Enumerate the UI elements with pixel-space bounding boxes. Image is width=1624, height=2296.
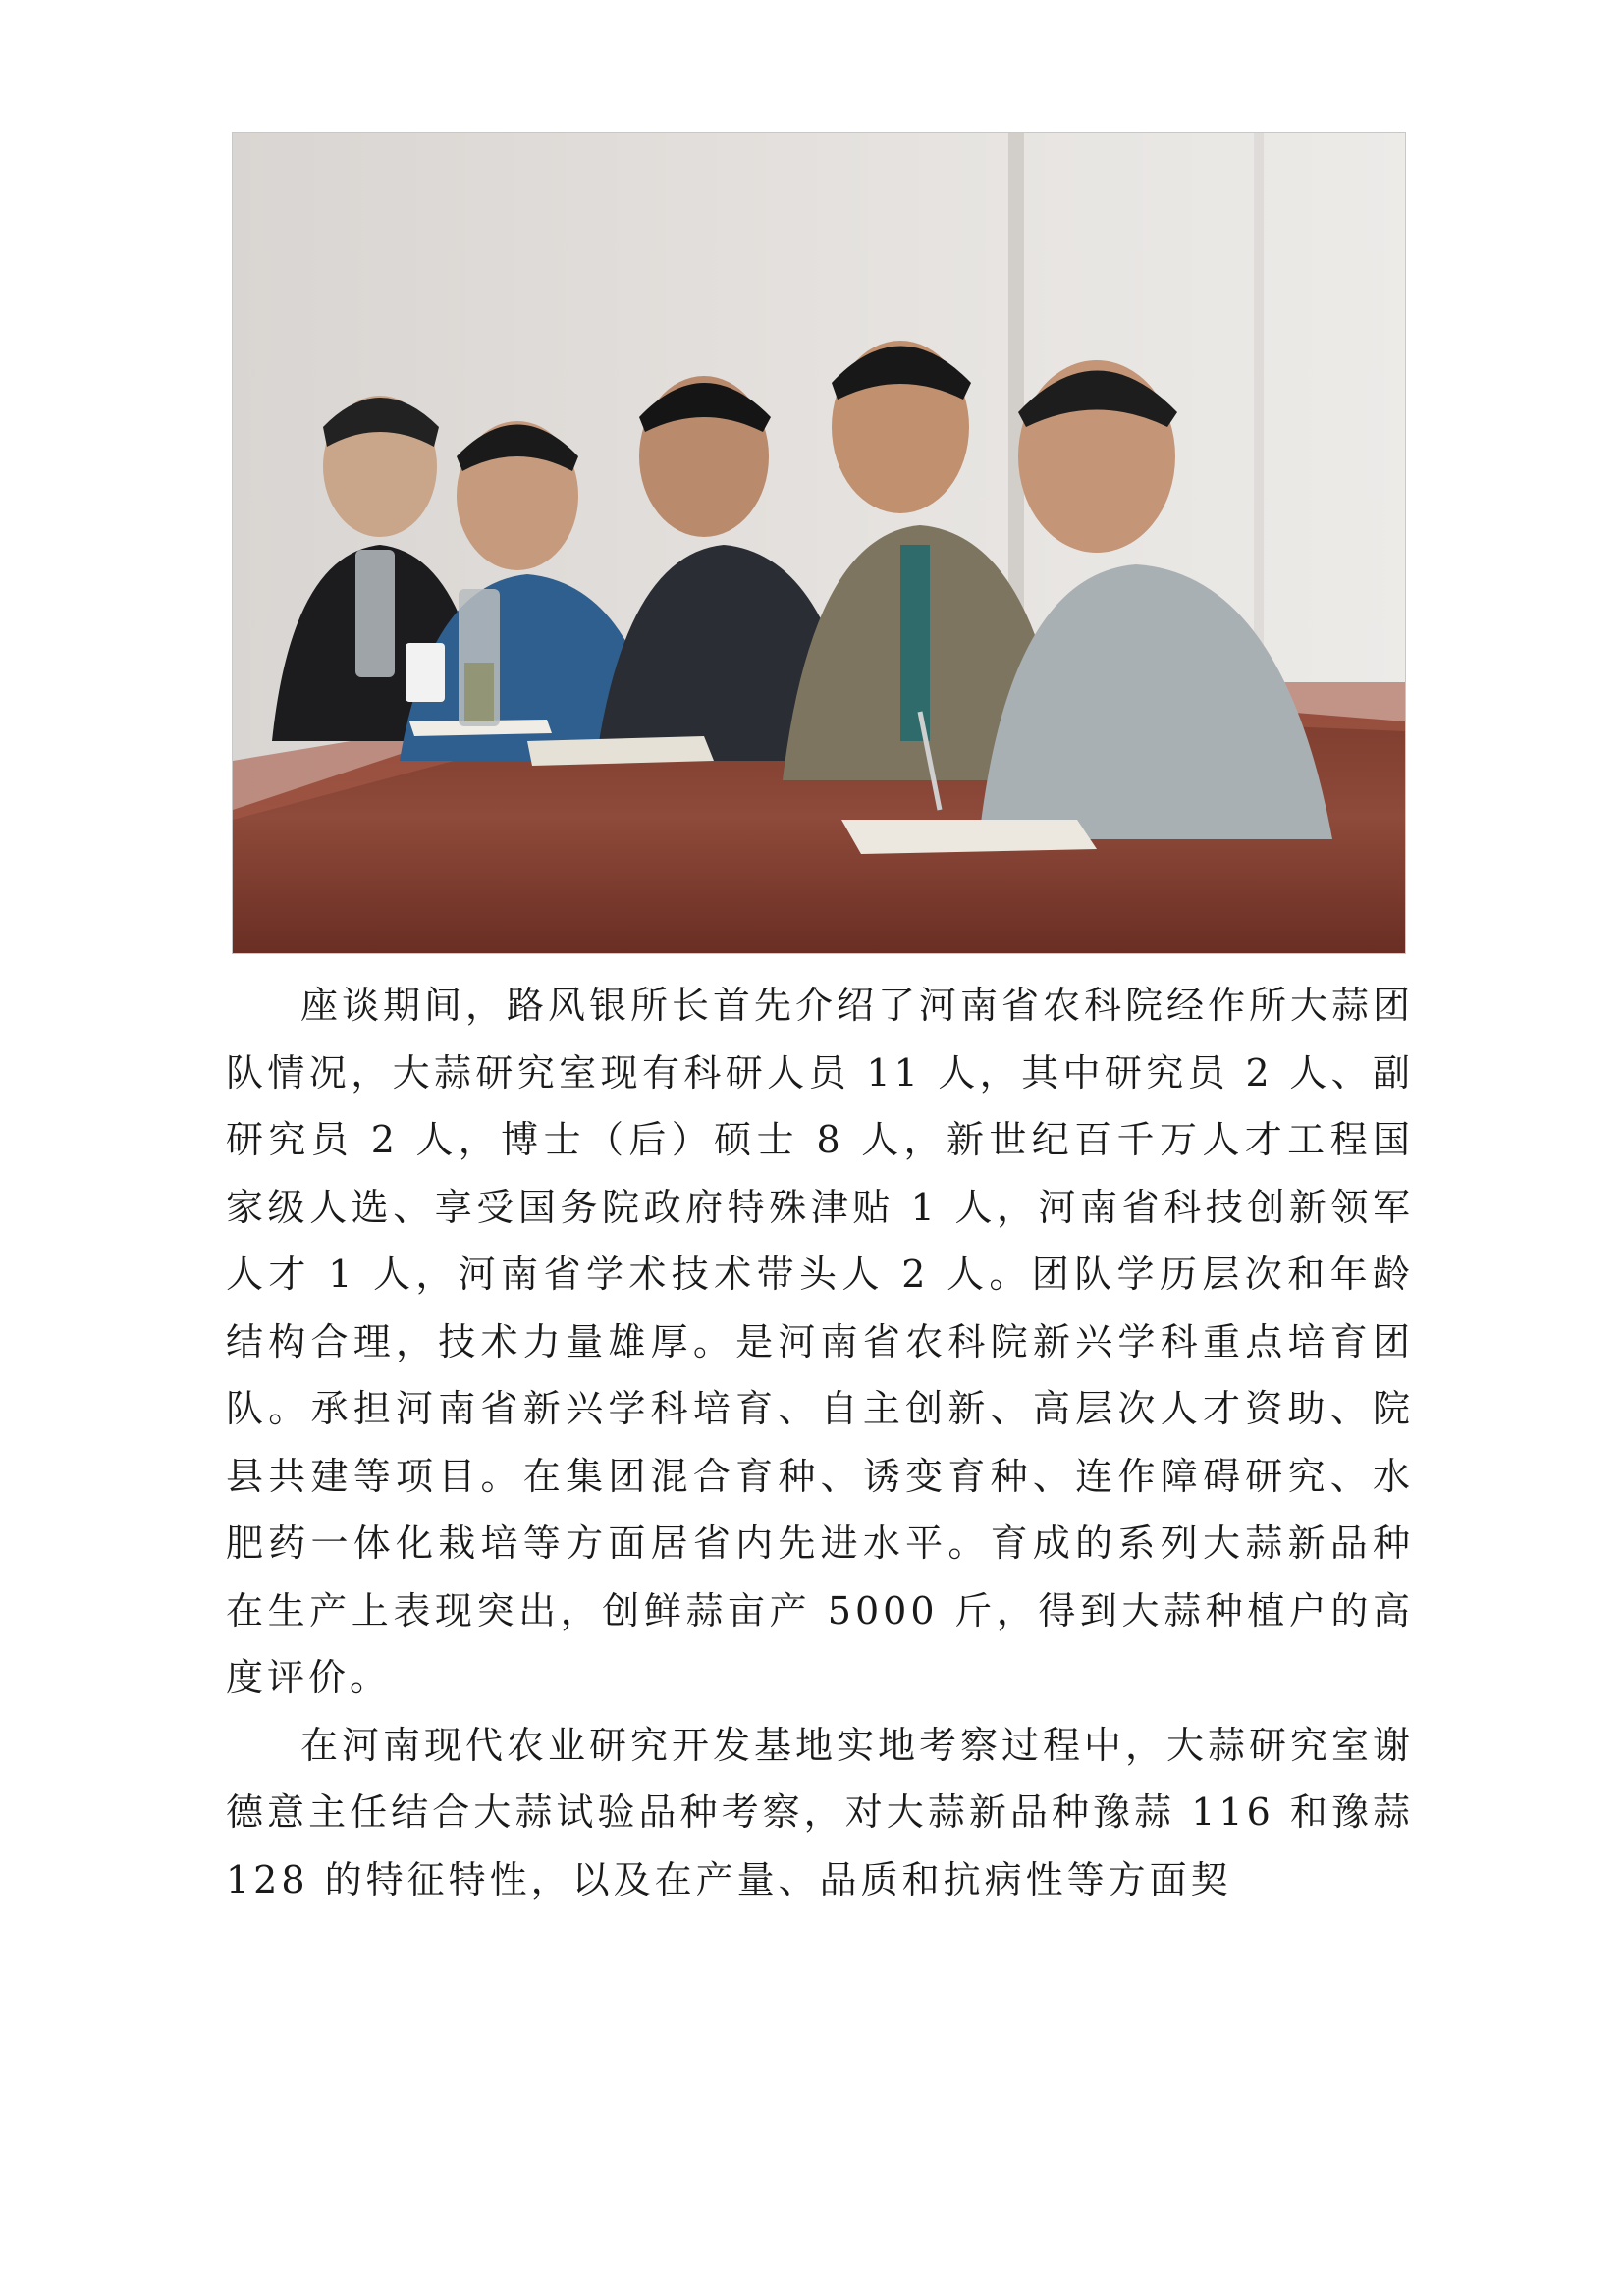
meeting-photo	[232, 132, 1406, 954]
article-body	[226, 972, 1414, 1913]
paragraph-team-introduction: 座谈期间，路风银所长首先介绍了河南省农科院经作所大蒜团队情况，大蒜研究室现有科研人员 11 人，其中研究员 2 人、副研究员 2 人，博士（后）硕士 8 人，新世纪百千万人才工程国家级人选、享受国务院政府特殊津贴 1 人，河南省科技创新领军人才 1 人，河南省学术技术带头人 2 人。团队学历层次和年龄结构合理，技术力量雄厚。是河南省农科院新兴学科重点培育团队。承担河南省新兴学科培育、自主创新、高层次人才资助、院县共建等项目。在集团混合育种、诱变育种、连作障碍研究、水肥药一体化栽培等方面居省内先进水平。育成的系列大蒜新品种在生产上表现突出，创鲜蒜亩产 5000 斤，得到大蒜种植户的高度评价。	[226, 984, 1415, 1699]
paragraph-field-inspection: 在河南现代农业研究开发基地实地考察过程中，大蒜研究室谢德意主任结合大蒜试验品种考察，对大蒜新品种豫蒜 116 和豫蒜 128 的特征特性，以及在产量、品质和抗病性等方面契	[226, 1723, 1415, 1901]
meeting-photo-illustration	[233, 133, 1405, 953]
